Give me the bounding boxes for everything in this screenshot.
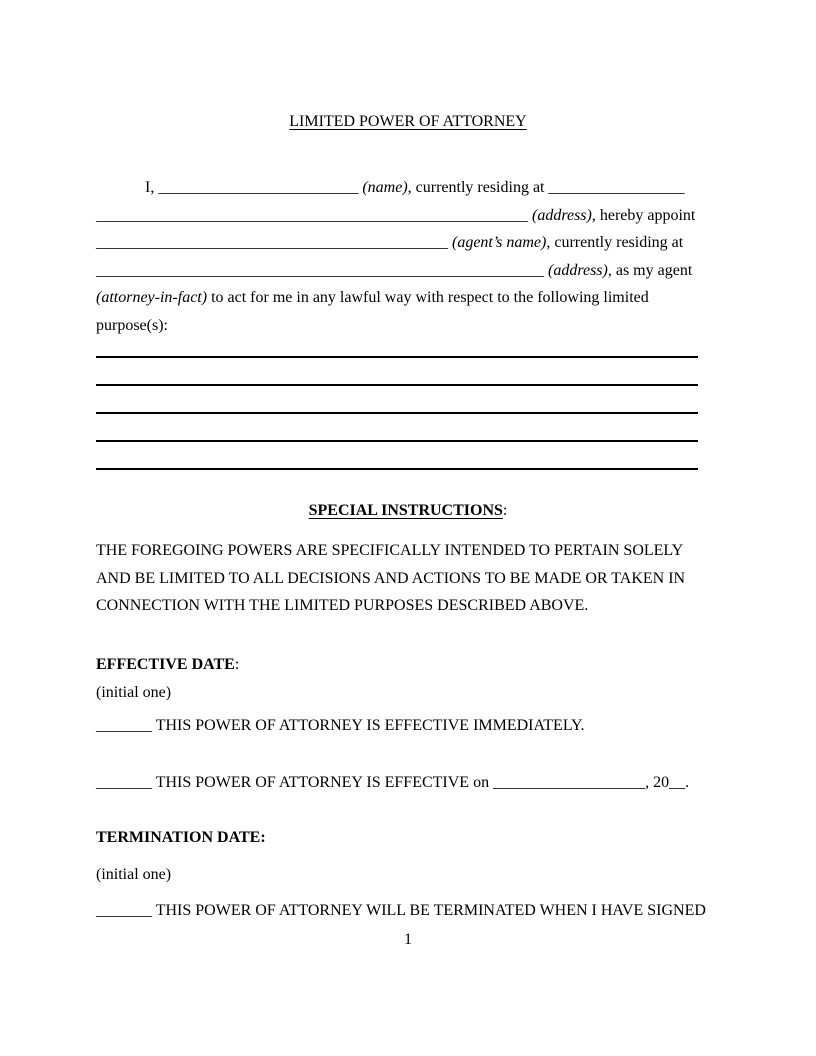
document-content — [0, 108, 816, 954]
document-title — [96, 108, 720, 136]
purpose-ruled-line — [96, 414, 698, 442]
special-instructions-heading — [96, 497, 720, 525]
effective-immediately-option — [96, 712, 720, 740]
opening-line-6: purpose(s): — [96, 316, 168, 334]
effective-date-heading-colon: : — [234, 656, 240, 673]
opening-line-4-post: , as my agent — [607, 261, 693, 279]
opening-paragraph — [96, 174, 720, 339]
special-instructions-line: AND BE LIMITED TO ALL DECISIONS AND ACTIONS TO BE MADE OR TAKEN IN — [96, 569, 686, 587]
opening-line-1 — [96, 174, 720, 202]
termination-date-initial-instruction: (initial one) — [96, 866, 172, 883]
purpose-lines — [96, 339, 720, 470]
opening-line-3 — [96, 229, 720, 257]
purpose-ruled-line — [96, 339, 698, 358]
termination-when-signed-text: THIS POWER OF ATTORNEY WILL BE TERMINATED WHEN I HAVE SIGNED — [152, 902, 706, 919]
effective-date-initial-instruction: (initial one) — [96, 683, 172, 701]
agent-name-blank: ____________________________________________ — [96, 234, 448, 251]
page-number: 1 — [404, 931, 412, 948]
opening-line-5-post: to act for me in any lawful way with respect to the following limited — [207, 289, 649, 306]
name-label: (name) — [358, 179, 408, 196]
special-instructions-paragraph — [96, 537, 720, 620]
address-label: (address) — [548, 261, 608, 279]
principal-address-blank-end: ______________________________________________________ — [96, 206, 528, 224]
principal-address-blank-start: _________________ — [548, 179, 685, 196]
special-instructions-heading-text: SPECIAL INSTRUCTIONS — [308, 502, 503, 519]
initials-blank: _______ — [96, 774, 152, 791]
opening-line-2 — [96, 202, 720, 230]
principal-name-blank: _________________________ — [158, 179, 359, 196]
purpose-ruled-line — [96, 358, 698, 386]
special-instructions-line: CONNECTION WITH THE LIMITED PURPOSES DESCRIBED ABOVE. — [96, 597, 589, 614]
effective-date-heading — [96, 651, 720, 679]
effective-immediately-text: THIS POWER OF ATTORNEY IS EFFECTIVE IMMEDIATELY. — [152, 717, 585, 734]
opening-line-1-mid: , currently residing at — [407, 179, 549, 196]
initials-blank: _______ — [96, 902, 152, 919]
document-title-text: LIMITED POWER OF ATTORNEY — [289, 113, 527, 130]
opening-line-3-post: , currently residing at — [546, 234, 684, 251]
agent-name-label: (agent’s name) — [452, 234, 547, 251]
effective-on-date-text: THIS POWER OF ATTORNEY IS EFFECTIVE on — [152, 774, 494, 791]
termination-date-heading: TERMINATION DATE: — [96, 829, 266, 846]
opening-line-1-pre: I, — [145, 179, 159, 196]
initials-blank: _______ — [96, 717, 152, 734]
effective-date-heading-text: EFFECTIVE DATE — [96, 656, 235, 673]
address-label: (address) — [532, 206, 592, 224]
termination-when-signed-option — [96, 897, 720, 925]
opening-line-5 — [96, 284, 720, 312]
purpose-ruled-line — [96, 442, 698, 470]
purpose-ruled-line — [96, 386, 698, 414]
effective-on-date-option — [96, 769, 720, 797]
opening-line-2-post: , hereby appoint — [591, 206, 696, 224]
opening-line-4 — [96, 257, 720, 285]
special-instructions-heading-colon: : — [502, 502, 508, 519]
special-instructions-line: THE FOREGOING POWERS ARE SPECIFICALLY INTENDED TO PERTAIN SOLELY — [96, 542, 684, 559]
effective-year-suffix: , 20__. — [645, 774, 690, 791]
attorney-in-fact-label: (attorney-in-fact) — [96, 289, 208, 306]
effective-date-blank: ___________________ — [493, 774, 646, 791]
agent-address-blank: ________________________________________________________ — [96, 261, 544, 279]
